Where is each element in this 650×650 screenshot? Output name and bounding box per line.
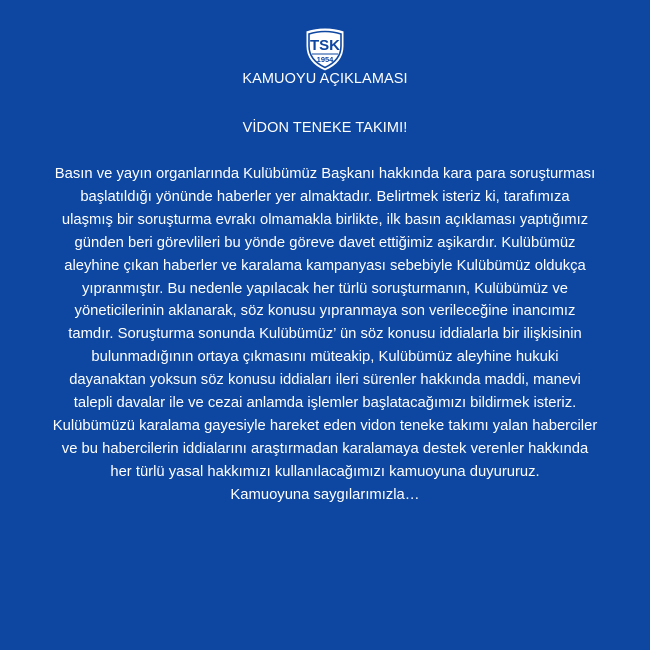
body-line: dayanaktan yoksun söz konusu iddiaları ileri sürenler hakkında maddi, manevi	[69, 372, 581, 389]
body-line: her türlü yasal hakkımızı kullanılacağımızı kamuoyuna duyururuz.	[110, 463, 540, 480]
body-line: ve bu habercilerin iddialarını araştırmadan karalamaya destek verenler hakkında	[61, 440, 589, 457]
statement-body	[0, 163, 650, 507]
logo-year: 1954	[316, 55, 334, 64]
statement-title: KAMUOYU AÇIKLAMASI	[242, 71, 408, 87]
shield-icon	[303, 26, 347, 72]
body-line: yıpranmıştır. Bu nedenle yapılacak her türlü soruşturmanın, Kulübümüz ve	[81, 280, 569, 297]
body-line: ulaşmış bir soruşturma evrakı olmamakla birlikte, ilk basın açıklaması yaptığımız	[61, 211, 589, 228]
body-line: yöneticilerinin aklanarak, söz konusu yıpranmaya son verileceğine inancımız	[74, 303, 576, 320]
body-line: Basın ve yayın organlarında Kulübümüz Başkanı hakkında kara para soruşturması	[54, 166, 596, 182]
statement-subtitle: VİDON TENEKE TAKIMI!	[242, 120, 408, 136]
body-line: bulunmadığının ortaya çıkmasını müteakip, Kulübümüz aleyhine hukuki	[91, 349, 559, 366]
body-line: aleyhine çıkan haberler ve karalama kampanyası sebebiyle Kulübümüz oldukça	[64, 257, 586, 274]
body-line: başlatıldığı yönünde haberler yer almaktadır. Belirtmek isteriz ki, tarafımıza	[80, 188, 570, 205]
closing-line: Kamuoyuna saygılarımızla…	[230, 486, 420, 503]
club-logo	[303, 26, 347, 72]
body-line: günden beri görevlileri bu yönde göreve davet ettiğimiz aşikardır. Kulübümüz	[74, 234, 576, 251]
body-line: talepli davalar ile ve cezai anlamda işlemler başlatacağımızı bildirmek isteriz.	[73, 395, 577, 412]
body-line: Kulübümüzü karalama gayesiyle hareket eden vidon teneke takımı yalan haberciler	[52, 417, 598, 434]
body-line: tamdır. Soruşturma sonunda Kulübümüz’ ün söz konusu iddialarla bir ilişkisinin	[68, 326, 582, 343]
logo-text: TSK	[310, 37, 340, 54]
